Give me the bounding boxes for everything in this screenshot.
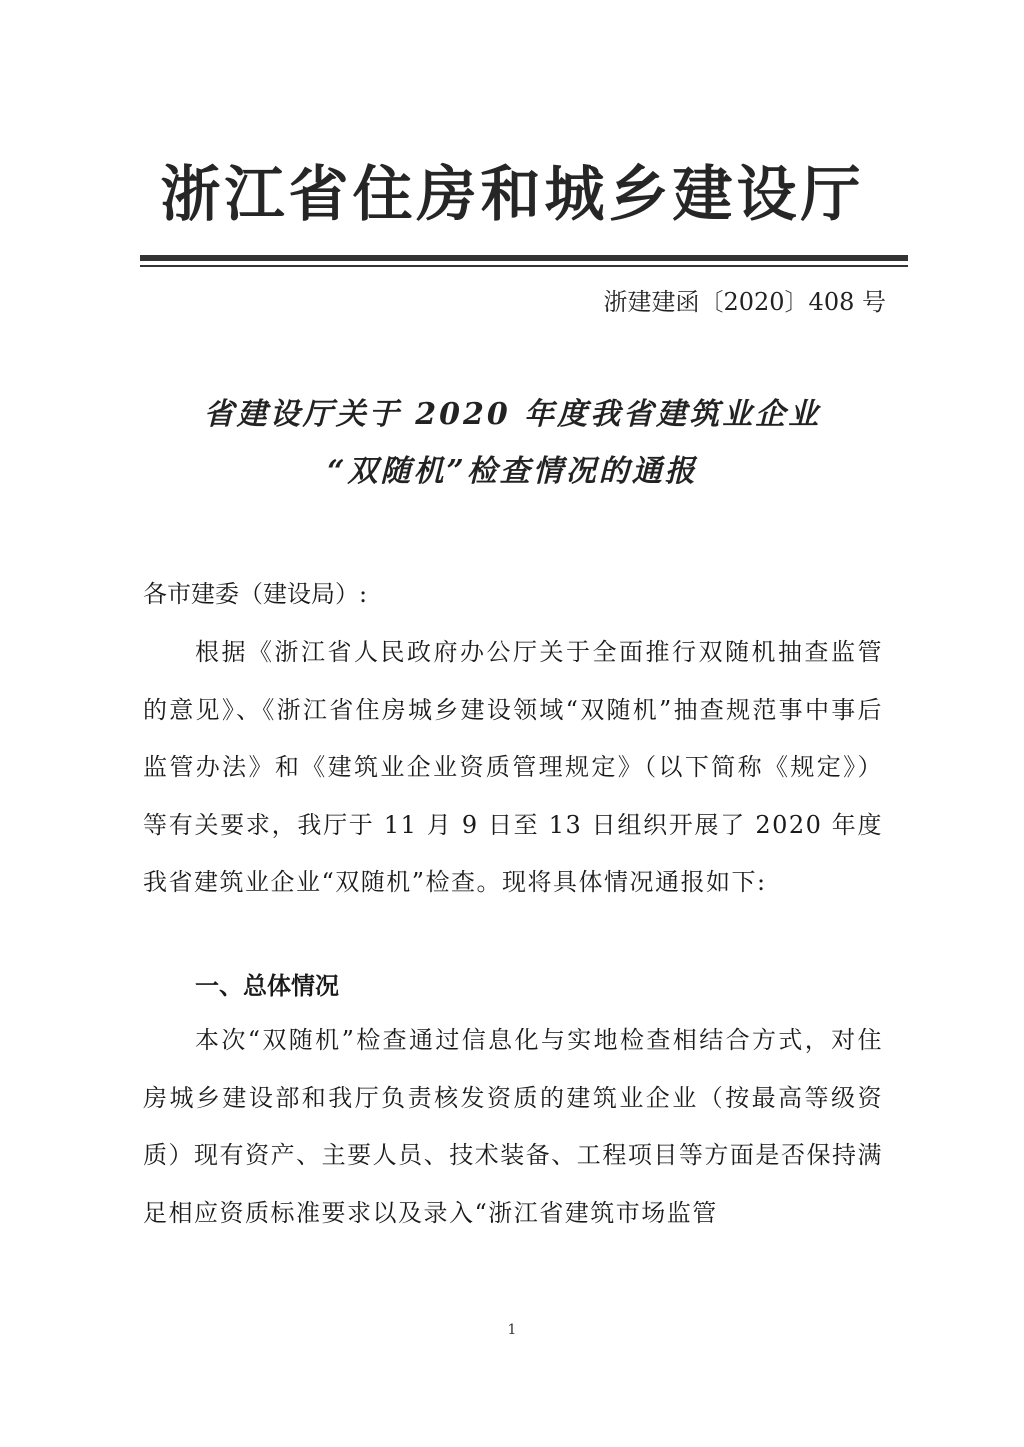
masthead-rule-thin bbox=[140, 265, 908, 267]
page-number: 1 bbox=[507, 1322, 517, 1338]
document-title-line-2: “双随机”检查情况的通报 bbox=[327, 454, 698, 489]
document-title-line-1: 省建设厅关于 2020 年度我省建筑业企业 bbox=[203, 397, 822, 432]
paragraph-overview: 本次“双随机”检查通过信息化与实地检查相结合方式，对住房城乡建设部和我厅负责核发资质的建筑业企业（按最高等级资质）现有资产、主要人员、技术装备、工程项目等方面是否保持满足相应资质标准要求以及录入“浙江省建筑市场监管 bbox=[143, 1026, 883, 1227]
agency-masthead: 浙江省住房和城乡建设厅 bbox=[160, 160, 865, 230]
section-heading-overview: 一、总体情况 bbox=[195, 972, 339, 1000]
document-number: 浙建建函〔2020〕408 号 bbox=[603, 288, 886, 316]
masthead-rule-thick bbox=[140, 255, 908, 261]
salutation: 各市建委（建设局）: bbox=[143, 580, 368, 608]
paragraph-intro: 根据《浙江省人民政府办公厅关于全面推行双随机抽查监管的意见》、《浙江省住房城乡建设领域“双随机”抽查规范事中事后监管办法》和《建筑业企业资质管理规定》（以下简称《规定》）等有关要求，我厅于 11 月 9 日至 13 日组织开展了 2020 年度我省建筑业企业“双随机”检查。现将具体情况通报如下: bbox=[143, 638, 883, 896]
